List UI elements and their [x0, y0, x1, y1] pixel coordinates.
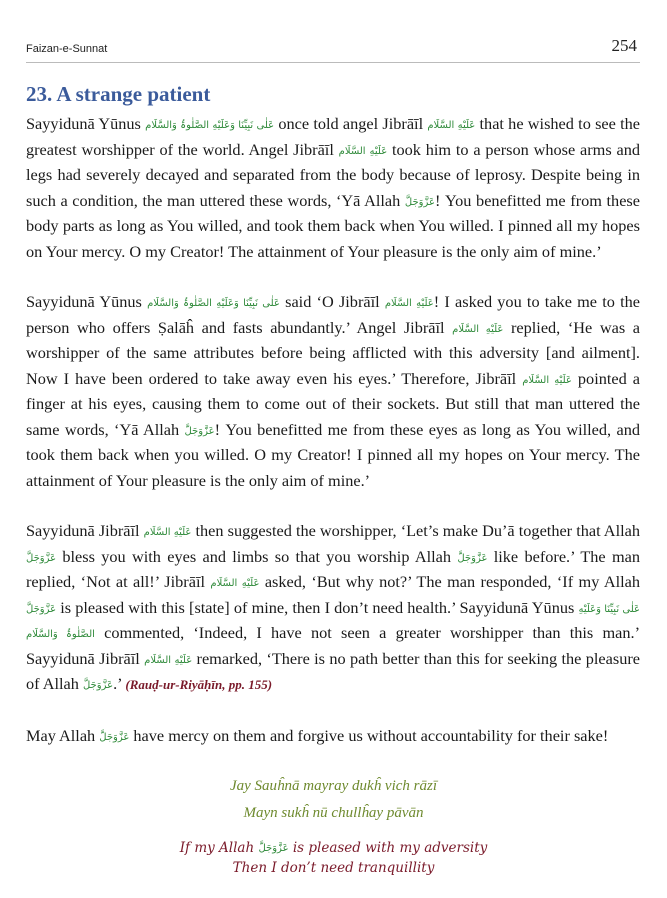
- honorific-azza-wa-jal: عَزَّوَجَلَّ: [457, 552, 488, 564]
- paragraph: [26, 289, 640, 493]
- page-number: 254: [611, 36, 637, 55]
- paragraph-text: replied, ‘He was a worshipper of the same attributes before being afflicted with this adversity [and ailment]. Now I have been ordered to take away even his eyes.’ Therefore, Jibrāīl: [26, 317, 640, 388]
- paragraph-text: that he wished to see the greatest worshipper of the world. Angel Jibrāīl: [26, 114, 640, 159]
- paragraph-text: remarked, ‘There is no path better than this for seeking the pleasure of Allah: [26, 648, 640, 693]
- poem-urdu-line: Mayn sukĥ nū chullĥay pāvān: [243, 805, 424, 821]
- paragraph-text: took him to a person whose arms and legs had severely decayed and separated from the body because of leprosy. Despite being in such a condition, the man uttered these words, ‘Yā Allah: [26, 139, 640, 210]
- paragraph-text: ! You benefitted me from these body parts as long as You willed, and took them back when You willed. I pinned all my hopes on Your mercy. O my Creator! The attainment of Your pleasure is the only aim of mine.’: [26, 190, 640, 261]
- paragraph-text: said ‘O Jibrāīl: [279, 292, 385, 311]
- honorific-ala-nabiyyina: عَلٰی نَبِیِّنَا وَعَلَیْهِ الصَّلٰوۃُ وَالسَّلَام: [147, 298, 280, 309]
- paragraph-text: .’: [113, 674, 126, 693]
- paragraph-text: May Allah: [26, 725, 100, 745]
- honorific-alayhis-salam: عَلَيْهِ السَّلَام: [452, 323, 504, 335]
- poem-english-line: [0, 838, 667, 858]
- paragraph-text: is pleased with this [state] of mine, then I don’t need health.’ Sayyidunā Yūnus: [56, 597, 579, 617]
- paragraph-text: pointed a finger at his eyes, causing them to come out of their sockets. But still that man uttered the same words, ‘Yā Allah: [26, 368, 640, 439]
- honorific-ala-nabiyyina: عَلٰی نَبِیِّنَا وَعَلَیْهِ الصَّلٰوۃُ وَالسَّلَام: [145, 120, 275, 131]
- honorific-azza-wa-jal: عَزَّوَجَلَّ: [258, 843, 289, 854]
- article-body: [26, 111, 640, 748]
- paragraph: [26, 518, 640, 698]
- poem: [0, 773, 667, 898]
- paragraph-text: Sayyidunā Yūnus: [26, 114, 146, 133]
- paragraph-text: Sayyidunā Jibrāīl: [26, 521, 144, 540]
- paragraph-text: asked, ‘But why not?’ The man responded, ‘If my Allah: [259, 572, 640, 591]
- honorific-azza-wa-jal: عَزَّوَجَلَّ: [184, 425, 215, 437]
- section-title: 23. A strange patient: [26, 82, 211, 106]
- honorific-azza-wa-jal: عَزَّوَجَلَّ: [404, 196, 435, 208]
- honorific-ala-nabiyyina: عَلٰی نَبِیِّنَا وَعَلَیْهِ الصَّلٰوۃُ وَالسَّلَام: [26, 603, 640, 640]
- poem-urdu-line: Jay Sauĥnā mayray dukĥ vich rāzī: [229, 778, 438, 794]
- paragraph-text: bless you with eyes and limbs so that you worship Allah: [56, 546, 458, 566]
- header-book-title: Faizan-e-Sunnat: [26, 43, 108, 55]
- honorific-azza-wa-jal: عَزَّوَجَلَّ: [26, 552, 57, 564]
- paragraph-text: ! You benefitted me from these eyes as long as You willed, and took them back when you willed. O my Creator! I pinned all my hopes on Your mercy. The attainment of Your pleasure is the only aim of mine.’: [26, 419, 640, 490]
- poem-english-line: Then I don’t need tranquillity: [232, 860, 435, 876]
- paragraph-text: Sayyidunā Yūnus: [26, 292, 148, 311]
- paragraph-text: ! I asked you to take me to the person who offers Ṣalāĥ and fasts abundantly.’ Angel Jibrāīl: [26, 292, 640, 337]
- paragraph: [26, 723, 640, 749]
- paragraph-text: then suggested the worshipper, ‘Let’s make Du’ā together that Allah: [191, 521, 640, 540]
- honorific-azza-wa-jal: عَزَّوَجَلَّ: [26, 603, 57, 615]
- honorific-alayhis-salam: عَلَيْهِ السَّلَام: [384, 298, 434, 309]
- honorific-azza-wa-jal: عَزَّوَجَلَّ: [82, 680, 114, 691]
- paragraph-text: like before.’ The man replied, ‘Not at all!’ Jibrāīl: [26, 546, 640, 591]
- paragraph-text: have mercy on them and forgive us without accountability for their sake!: [129, 725, 609, 745]
- poem-text: If my Allah: [179, 840, 259, 856]
- honorific-azza-wa-jal: عَزَّوَجَلَّ: [99, 731, 130, 743]
- page-header: [26, 0, 640, 63]
- paragraph-text: once told angel Jibrāīl: [274, 114, 428, 133]
- paragraph: [26, 111, 640, 264]
- poem-text: is pleased with my adversity: [288, 840, 488, 856]
- honorific-alayhis-salam: عَلَيْهِ السَّلَام: [144, 654, 193, 666]
- honorific-alayhis-salam: عَلَيْهِ السَّلَام: [522, 374, 572, 386]
- honorific-alayhis-salam: عَلَيْهِ السَّلَام: [338, 145, 388, 157]
- honorific-alayhis-salam: عَلَيْهِ السَّلَام: [210, 578, 260, 589]
- honorific-alayhis-salam: عَلَيْهِ السَّلَام: [427, 120, 476, 131]
- honorific-alayhis-salam: عَلَيْهِ السَّلَام: [143, 527, 192, 538]
- citation: (Rauḍ-ur-Riyāḥīn, pp. 155): [125, 677, 273, 692]
- paragraph-text: commented, ‘Indeed, I have not seen a greater worshipper than this man.’ Sayyidunā Jibrāīl: [26, 623, 640, 668]
